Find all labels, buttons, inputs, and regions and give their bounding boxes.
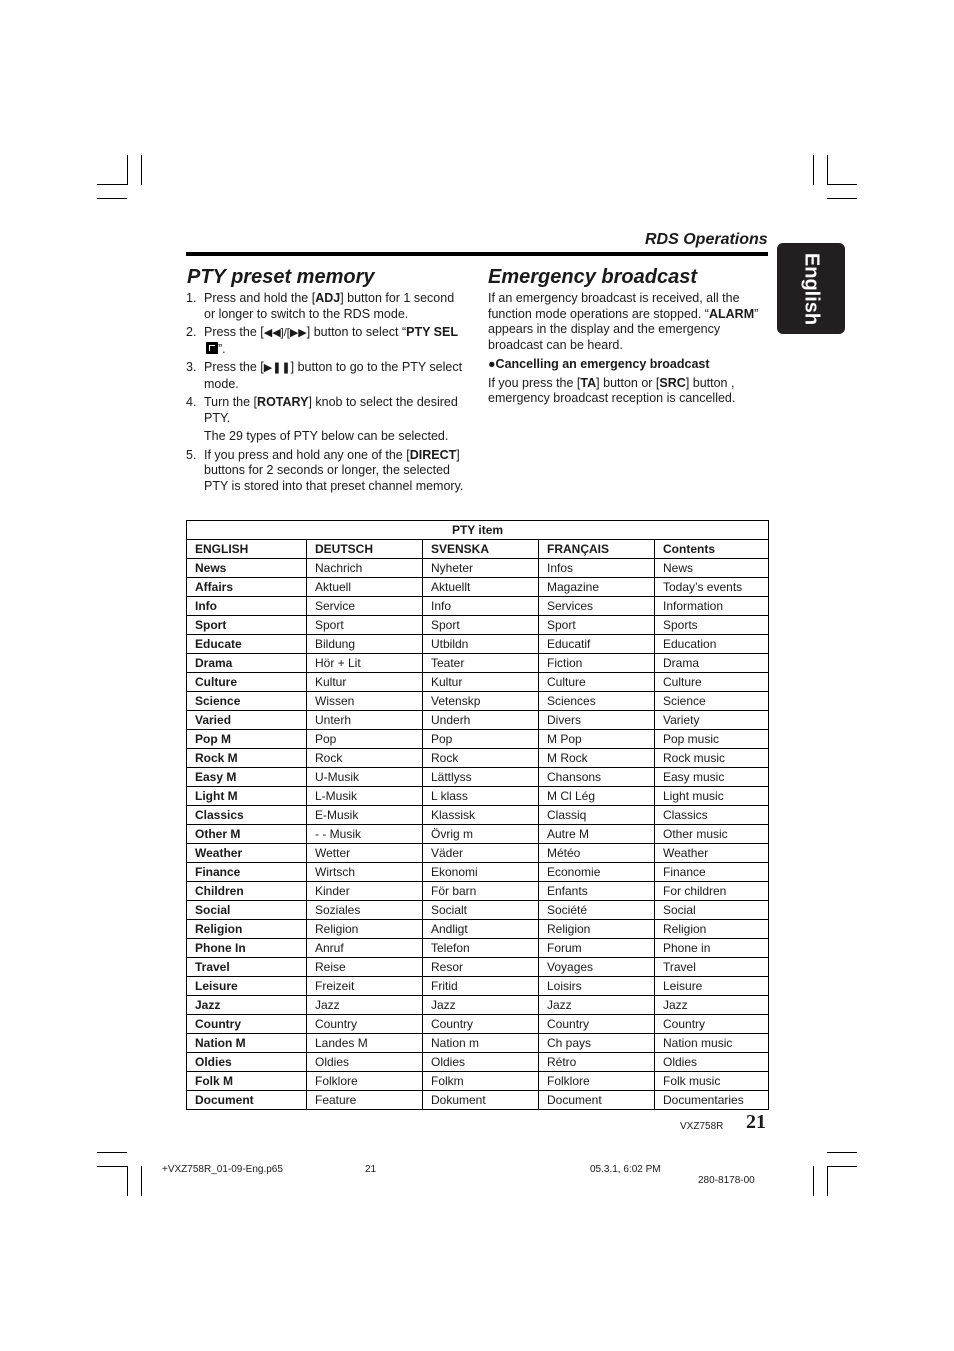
- table-cell: Science: [187, 692, 307, 711]
- table-cell: Sport: [423, 616, 539, 635]
- crop-mark: [127, 155, 128, 185]
- table-row: [187, 958, 769, 977]
- table-cell: Other music: [655, 825, 769, 844]
- table-cell: Weather: [655, 844, 769, 863]
- table-cell: Finance: [655, 863, 769, 882]
- crop-mark: [827, 1152, 857, 1153]
- table-cell: Country: [655, 1015, 769, 1034]
- table-row: [187, 1015, 769, 1034]
- table-cell: Météo: [539, 844, 655, 863]
- step-3: 3. Press the [▶❚❚] button to go to the PTY select mode.: [186, 360, 463, 391]
- step-5: 5. If you press and hold any one of the [DIRECT] buttons for 2 seconds or longer, the selected PTY is stored into that preset channel memory.: [186, 447, 464, 493]
- table-cell: Children: [187, 882, 307, 901]
- table-cell: Feature: [307, 1091, 423, 1110]
- table-cell: Magazine: [539, 578, 655, 597]
- footer-filename: +VXZ758R_01-09-Eng.p65: [162, 1164, 283, 1175]
- table-cell: Phone In: [187, 939, 307, 958]
- table-row: [187, 1072, 769, 1091]
- table-cell: Services: [539, 597, 655, 616]
- table-cell: Folk M: [187, 1072, 307, 1091]
- table-row: [187, 654, 769, 673]
- table-cell: Education: [655, 635, 769, 654]
- table-cell: Nachrich: [307, 559, 423, 578]
- table-cell: Affairs: [187, 578, 307, 597]
- table-cell: Folkm: [423, 1072, 539, 1091]
- table-row: [187, 616, 769, 635]
- skip-buttons-icon: ◀◀]/[▶▶: [263, 327, 307, 339]
- table-cell: Enfants: [539, 882, 655, 901]
- table-cell: Vetenskp: [423, 692, 539, 711]
- table-cell: Oldies: [655, 1053, 769, 1072]
- table-cell: Folk music: [655, 1072, 769, 1091]
- table-cell: Document: [187, 1091, 307, 1110]
- step-4: 4. Turn the [ROTARY] knob to select the desired PTY.: [186, 395, 458, 425]
- table-cell: Unterh: [307, 711, 423, 730]
- table-cell: Nyheter: [423, 559, 539, 578]
- table-cell: Väder: [423, 844, 539, 863]
- crop-mark: [827, 184, 857, 185]
- table-cell: Sciences: [539, 692, 655, 711]
- table-cell: Sport: [187, 616, 307, 635]
- table-cell: Rock music: [655, 749, 769, 768]
- column-header: DEUTSCH: [307, 540, 423, 559]
- table-cell: Easy music: [655, 768, 769, 787]
- table-cell: Folklore: [539, 1072, 655, 1091]
- table-row: [187, 673, 769, 692]
- table-cell: Pop music: [655, 730, 769, 749]
- crop-mark: [827, 1166, 828, 1196]
- display-segment-icon: [206, 342, 218, 354]
- table-cell: För barn: [423, 882, 539, 901]
- table-cell: Light M: [187, 787, 307, 806]
- table-cell: Wetter: [307, 844, 423, 863]
- crop-mark: [827, 155, 828, 185]
- table-cell: Société: [539, 901, 655, 920]
- table-cell: Classics: [655, 806, 769, 825]
- table-cell: Travel: [655, 958, 769, 977]
- table-cell: Anruf: [307, 939, 423, 958]
- language-tab-label: English: [800, 252, 823, 325]
- table-cell: Lättlyss: [423, 768, 539, 787]
- table-cell: E-Musik: [307, 806, 423, 825]
- table-cell: Wissen: [307, 692, 423, 711]
- table-cell: Reise: [307, 958, 423, 977]
- table-cell: Phone in: [655, 939, 769, 958]
- table-row: [187, 996, 769, 1015]
- table-cell: Utbildn: [423, 635, 539, 654]
- table-cell: U-Musik: [307, 768, 423, 787]
- table-row: [187, 920, 769, 939]
- table-cell: Kultur: [423, 673, 539, 692]
- table-cell: Infos: [539, 559, 655, 578]
- table-cell: Educate: [187, 635, 307, 654]
- table-row: [187, 863, 769, 882]
- table-cell: Drama: [187, 654, 307, 673]
- table-cell: Hör + Lit: [307, 654, 423, 673]
- table-cell: Teater: [423, 654, 539, 673]
- table-cell: Varied: [187, 711, 307, 730]
- table-cell: Leisure: [655, 977, 769, 996]
- table-cell: Forum: [539, 939, 655, 958]
- table-caption: PTY item: [187, 521, 769, 540]
- crop-mark: [827, 198, 857, 199]
- column-header: FRANÇAIS: [539, 540, 655, 559]
- crop-mark: [141, 1166, 142, 1196]
- table-cell: Rock: [423, 749, 539, 768]
- table-cell: Sport: [539, 616, 655, 635]
- table-cell: News: [187, 559, 307, 578]
- table-cell: Info: [423, 597, 539, 616]
- top-rule: [186, 252, 768, 256]
- emergency-paragraph: If an emergency broadcast is received, all the function mode operations are stopped. “ALARM” appears in the display and the emergency broadcast can be heard.: [488, 291, 759, 352]
- table-cell: Religion: [187, 920, 307, 939]
- table-cell: Kultur: [307, 673, 423, 692]
- table-cell: Rock: [307, 749, 423, 768]
- table-cell: Jazz: [307, 996, 423, 1015]
- table-cell: Religion: [539, 920, 655, 939]
- table-row: [187, 768, 769, 787]
- table-row: [187, 559, 769, 578]
- table-row: [187, 939, 769, 958]
- table-cell: Leisure: [187, 977, 307, 996]
- column-header: SVENSKA: [423, 540, 539, 559]
- table-cell: Jazz: [423, 996, 539, 1015]
- table-row: [187, 1091, 769, 1110]
- table-cell: Social: [655, 901, 769, 920]
- crop-mark: [97, 1166, 127, 1167]
- table-cell: Loisirs: [539, 977, 655, 996]
- table-cell: Science: [655, 692, 769, 711]
- table-cell: Pop: [307, 730, 423, 749]
- table-cell: Nation music: [655, 1034, 769, 1053]
- table-cell: Religion: [655, 920, 769, 939]
- table-cell: Aktuellt: [423, 578, 539, 597]
- table-cell: Nation M: [187, 1034, 307, 1053]
- table-cell: Oldies: [307, 1053, 423, 1072]
- crop-mark: [97, 184, 127, 185]
- emergency-body: [488, 291, 770, 410]
- table-cell: Folklore: [307, 1072, 423, 1091]
- table-cell: Voyages: [539, 958, 655, 977]
- pty-preset-steps: [186, 291, 466, 497]
- table-cell: Service: [307, 597, 423, 616]
- table-row: [187, 806, 769, 825]
- table-cell: M Pop: [539, 730, 655, 749]
- table-cell: - - Musik: [307, 825, 423, 844]
- table-cell: Classics: [187, 806, 307, 825]
- table-cell: Ekonomi: [423, 863, 539, 882]
- table-cell: Freizeit: [307, 977, 423, 996]
- table-cell: Telefon: [423, 939, 539, 958]
- emergency-title: Emergency broadcast: [488, 266, 697, 288]
- table-cell: Jazz: [539, 996, 655, 1015]
- table-cell: Info: [187, 597, 307, 616]
- table-cell: M Rock: [539, 749, 655, 768]
- step-2: 2. Press the [◀◀]/[▶▶] button to select “PTY SEL”.: [186, 325, 458, 356]
- table-cell: Light music: [655, 787, 769, 806]
- crop-mark: [813, 155, 814, 185]
- table-cell: Document: [539, 1091, 655, 1110]
- table-cell: L klass: [423, 787, 539, 806]
- table-cell: Religion: [307, 920, 423, 939]
- crop-mark: [127, 1166, 128, 1196]
- table-row: [187, 730, 769, 749]
- table-cell: Culture: [187, 673, 307, 692]
- table-row: [187, 825, 769, 844]
- table-cell: Fiction: [539, 654, 655, 673]
- table-cell: Sport: [307, 616, 423, 635]
- table-cell: Country: [307, 1015, 423, 1034]
- table-cell: Fritid: [423, 977, 539, 996]
- table-cell: Klassisk: [423, 806, 539, 825]
- table-row: [187, 692, 769, 711]
- table-cell: For children: [655, 882, 769, 901]
- table-cell: Soziales: [307, 901, 423, 920]
- table-cell: Culture: [539, 673, 655, 692]
- table-cell: Andligt: [423, 920, 539, 939]
- table-cell: Jazz: [187, 996, 307, 1015]
- page-number: 21: [746, 1111, 766, 1133]
- pty-preset-title: PTY preset memory: [187, 266, 375, 288]
- crop-mark: [827, 1166, 857, 1167]
- table-cell: Travel: [187, 958, 307, 977]
- table-cell: Dokument: [423, 1091, 539, 1110]
- table-row: [187, 1034, 769, 1053]
- table-cell: Country: [423, 1015, 539, 1034]
- table-cell: News: [655, 559, 769, 578]
- table-cell: Educatif: [539, 635, 655, 654]
- crop-mark: [97, 1152, 127, 1153]
- table-cell: Autre M: [539, 825, 655, 844]
- table-cell: Other M: [187, 825, 307, 844]
- cancel-paragraph: If you press the [TA] button or [SRC] button , emergency broadcast reception is cancelled.: [488, 375, 736, 405]
- table-cell: Culture: [655, 673, 769, 692]
- table-cell: Finance: [187, 863, 307, 882]
- column-header: ENGLISH: [187, 540, 307, 559]
- table-cell: Bildung: [307, 635, 423, 654]
- table-row: [187, 578, 769, 597]
- crop-mark: [97, 198, 127, 199]
- table-cell: Documentaries: [655, 1091, 769, 1110]
- table-cell: Resor: [423, 958, 539, 977]
- table-cell: Underh: [423, 711, 539, 730]
- footer-datetime: 05.3.1, 6:02 PM: [590, 1164, 661, 1175]
- table-cell: Social: [187, 901, 307, 920]
- pty-item-table: [186, 520, 769, 1110]
- table-cell: Chansons: [539, 768, 655, 787]
- table-cell: Wirtsch: [307, 863, 423, 882]
- pty-count-note: The 29 types of PTY below can be selected.: [204, 429, 449, 443]
- model-code: VXZ758R: [680, 1121, 724, 1132]
- table-cell: L-Musik: [307, 787, 423, 806]
- footer-page-ref: 21: [365, 1164, 377, 1175]
- table-row: [187, 749, 769, 768]
- table-cell: Easy M: [187, 768, 307, 787]
- column-header: Contents: [655, 540, 769, 559]
- table-cell: Today’s events: [655, 578, 769, 597]
- table-row: [187, 882, 769, 901]
- table-row: [187, 711, 769, 730]
- table-header-row: [187, 540, 769, 559]
- crop-mark: [141, 155, 142, 185]
- step-1: 1. Press and hold the [ADJ] button for 1 second or longer to switch to the RDS mode.: [186, 291, 455, 321]
- section-title: RDS Operations: [645, 231, 768, 248]
- table-cell: Oldies: [187, 1053, 307, 1072]
- table-row: [187, 977, 769, 996]
- table-cell: Oldies: [423, 1053, 539, 1072]
- footer-part-number: 280-8178-00: [698, 1175, 755, 1186]
- table-cell: Country: [539, 1015, 655, 1034]
- table-cell: Divers: [539, 711, 655, 730]
- crop-mark: [813, 1166, 814, 1196]
- table-cell: Country: [187, 1015, 307, 1034]
- play-pause-icon: ▶❚❚: [263, 362, 291, 374]
- table-cell: M Cl Lég: [539, 787, 655, 806]
- table-cell: Landes M: [307, 1034, 423, 1053]
- table-cell: Classiq: [539, 806, 655, 825]
- table-row: [187, 844, 769, 863]
- table-cell: Kinder: [307, 882, 423, 901]
- table-caption-row: [187, 521, 769, 540]
- table-cell: Sports: [655, 616, 769, 635]
- table-row: [187, 635, 769, 654]
- table-cell: Economie: [539, 863, 655, 882]
- table-cell: Weather: [187, 844, 307, 863]
- table-cell: Ch pays: [539, 1034, 655, 1053]
- table-row: [187, 787, 769, 806]
- table-row: [187, 1053, 769, 1072]
- table-cell: Aktuell: [307, 578, 423, 597]
- table-cell: Pop: [423, 730, 539, 749]
- table-row: [187, 901, 769, 920]
- table-cell: Övrig m: [423, 825, 539, 844]
- language-tab: [777, 243, 845, 334]
- table-cell: Rock M: [187, 749, 307, 768]
- table-row: [187, 597, 769, 616]
- cancel-heading: ●Cancelling an emergency broadcast: [488, 357, 710, 371]
- table-cell: Variety: [655, 711, 769, 730]
- table-cell: Socialt: [423, 901, 539, 920]
- table-cell: Jazz: [655, 996, 769, 1015]
- table-cell: Pop M: [187, 730, 307, 749]
- table-cell: Information: [655, 597, 769, 616]
- table-cell: Rétro: [539, 1053, 655, 1072]
- table-cell: Drama: [655, 654, 769, 673]
- table-cell: Nation m: [423, 1034, 539, 1053]
